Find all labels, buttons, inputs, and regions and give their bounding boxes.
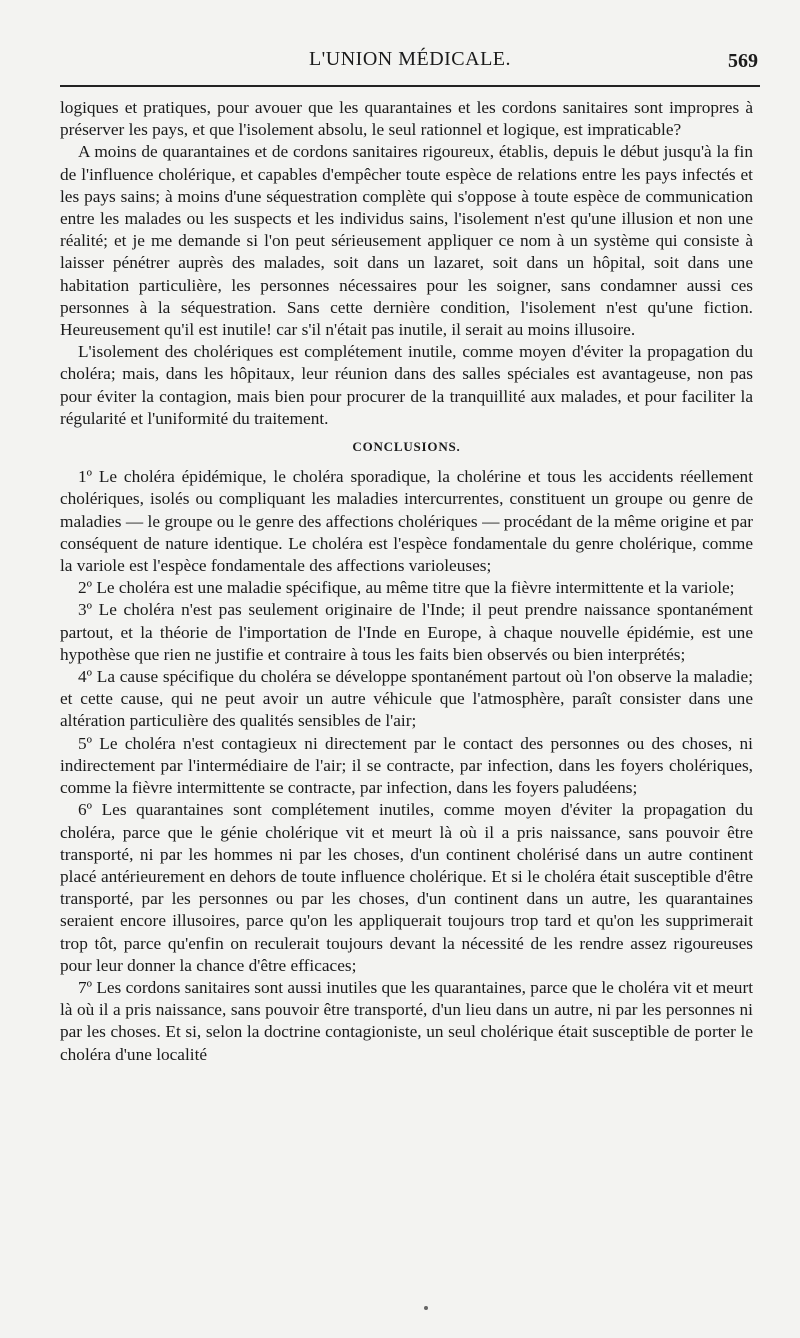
conclusion-item: 1º Le choléra épidémique, le choléra sporadique, la cholérine et tous les accidents réellement cholériques, isolés ou compliquant les maladies intercurrentes, constituent un groupe ou genre de maladies — le groupe ou le genre des affections cholériques — procédant de la même origine et par conséquent de nature identique. Le choléra est l'espèce fondamentale du genre cholérique, comme la variole est l'espèce fondamentale des affections varioleuses; <box>60 467 753 576</box>
header-rule <box>60 85 760 87</box>
conclusion-item: 5º Le choléra n'est contagieux ni directement par le contact des personnes ou des choses, ni indirectement par l'intermédiaire de l'air; il se contracte, par infection, dans les foyers cholériques, comme la fièvre intermittente se contracte, par infection, dans les foyers paludéens; <box>60 733 753 798</box>
paragraph: A moins de quarantaines et de cordons sanitaires rigoureux, établis, depuis le début jusqu'à la fin de l'influence cholérique, et capables d'empêcher toute espèce de relations entre les pays infectés et les pays sains; à moins d'une séquestration complète qui s'oppose à toute espèce de communication entre les malades ou les suspects et les individus sains, l'isolement n'est qu'une illusion et non une réalité; et je me demande si l'on peut sérieusement appliquer ce nom à un système qui consiste à laisser pénétrer auprès des malades, soit dans un lazaret, soit dans un hôpital, soit dans une habitation particulière, les personnes nécessaires pour les soigner, sans condamner aussi ces personnes à la séquestration. Sans cette dernière condition, l'isolement n'est qu'une fiction. Heureusement qu'il est inutile! car s'il n'était pas inutile, il serait au moins illusoire. <box>60 142 753 340</box>
paragraph: logiques et pratiques, pour avouer que les quarantaines et les cordons sanitaires sont impropres à préserver les pays, et que l'isolement absolu, le seul rationnel et logique, est impraticable? <box>60 98 753 140</box>
conclusion-item: 4º La cause spécifique du choléra se développe spontanément partout où l'on observe la maladie; et cette cause, qui ne peut avoir un autre véhicule que l'atmosphère, paraît consister dans une altération particulière des qualités sensibles de l'air; <box>60 667 753 731</box>
paragraph: L'isolement des cholériques est complétement inutile, comme moyen d'éviter la propagation du choléra; mais, dans les hôpitaux, leur réunion dans des salles spéciales est avantageuse, non pas pour éviter la contagion, mais bien pour procurer de la tranquillité aux malades, et pour faciliter la régularité et l'uniformité du traitement. <box>60 342 753 428</box>
page-number: 569 <box>728 50 758 72</box>
conclusion-item: 7º Les cordons sanitaires sont aussi inutiles que les quarantaines, parce que le choléra vit et meurt là où il a pris naissance, sans pouvoir être transporté, d'un lieu dans un autre, ni par les personnes ni par les choses. Et si, selon la doctrine contagioniste, un seul cholérique était susceptible de porter le choléra d'une localité <box>60 977 753 1064</box>
page-mark <box>424 1306 428 1310</box>
conclusions-heading: CONCLUSIONS. <box>352 439 461 455</box>
page-header <box>60 48 760 80</box>
conclusion-item: 3º Le choléra n'est pas seulement originaire de l'Inde; il peut prendre naissance spontanément partout, et la théorie de l'importation de l'Inde en Europe, à chaque nouvelle épidémie, est une hypothèse que rien ne justifie et contraire à tous les faits bien observés ou bien interprétés; <box>60 600 753 664</box>
running-title: L'UNION MÉDICALE. <box>308 48 512 70</box>
body-text <box>60 97 753 1066</box>
conclusion-item: 2º Le choléra est une maladie spécifique, au même titre que la fièvre intermittente et la variole; <box>78 578 735 598</box>
conclusion-item: 6º Les quarantaines sont complétement inutiles, comme moyen d'éviter la propagation du choléra, parce que le génie cholérique vit et meurt là où il a pris naissance, sans pouvoir être transporté, ni par les hommes ni par les choses, d'un continent cholérisé dans un autre continent placé antérieurement en dehors de toute influence cholérique. Et si le choléra était susceptible d'être transporté, par les personnes ou par les choses, d'un continent dans un autre, les quarantaines seraient encore illusoires, parce qu'on les appliquerait toujours trop tard et qu'on les supprimerait trop tôt, parce qu'enfin on reculerait toujours devant la nécessité de les rendre assez rigoureuses pour leur donner la chance d'être efficaces; <box>60 800 753 975</box>
